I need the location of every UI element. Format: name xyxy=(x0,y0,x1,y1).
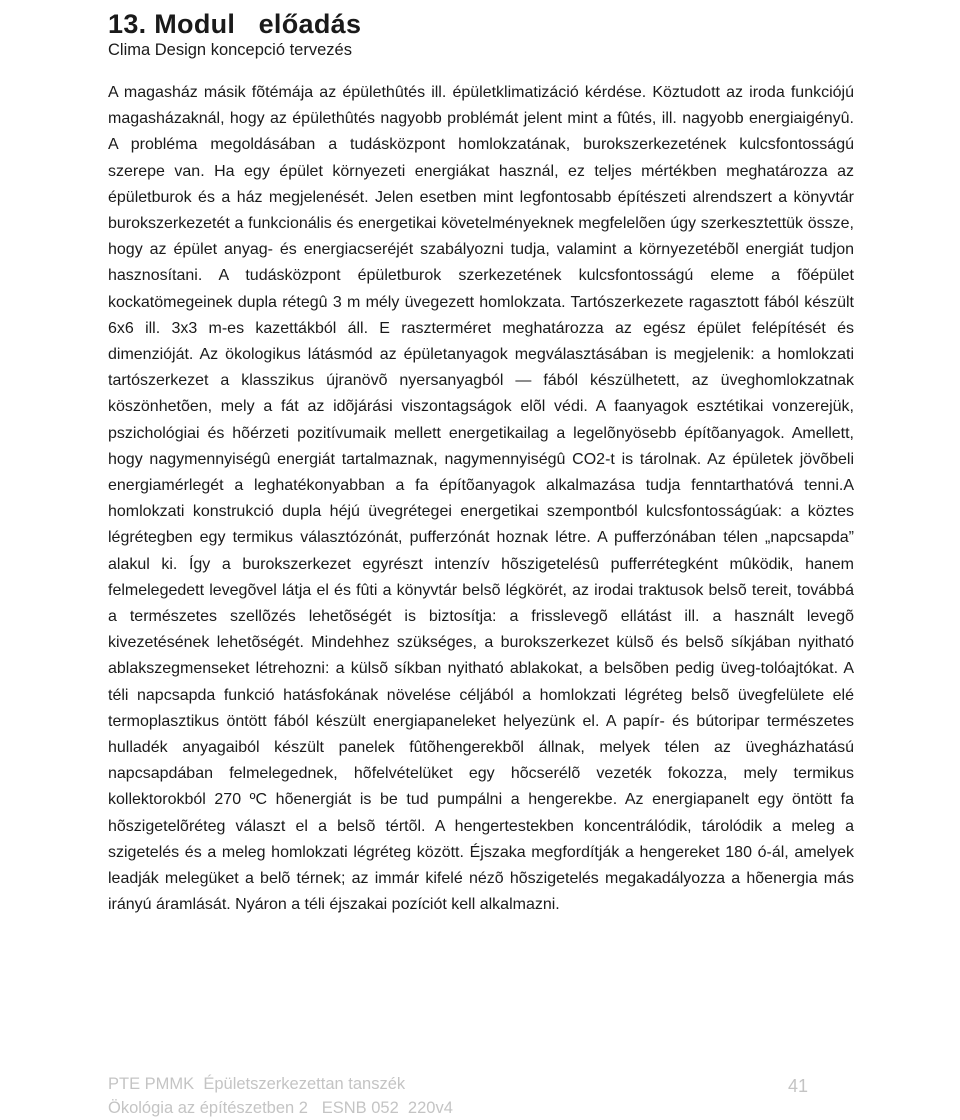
footer-course: Ökológia az építészetben 2 ESNB 052 220v4 xyxy=(108,1099,453,1117)
body-paragraph: A magasház másik fõtémája az épülethûtés ill. épületklimatizáció kérdése. Köztudott az iroda funkciójú magasházaknál, hogy az épülethûtés nagyobb problémát jelent mint a fûtés, ill. nagyobb energiaigényû. A probléma megoldásában a tudásközpont homlokzatának, burokszerkezetének kulcsfontosságú szerepe van. Ha egy épület környezeti energiákat használ, ez teljes mértékben meghatározza az épületburok és a ház megjelenését. Jelen esetben mint legfontosabb építészeti alrendszert a könyvtár burokszerkezetét a funkcionális és energetikai követelményeknek megfelelõen úgy szerkesztettük össze, hogy az épület anyag- és energiacseréjét szabályozni tudja, valamint a környezetébõl energiát tudjon hasznosítani. A tudásközpont épületburok szerkezetének kulcsfontosságú eleme a fõépület kockatömegeinek dupla rétegû 3 m mély üvegezett homlokzata. Tartószerkezete ragasztott fából készült 6x6 ill. 3x3 m-es kazettákból áll. E raszterméret meghatározza az egész épület felépítését és dimenzióját. Az ökologikus látásmód az épületanyagok megválasztásában is megjelenik: a homlokzati tartószerkezet a klasszikus újranövõ nyersanyagból — fából készülhetett, az üveghomlokzatnak köszönhetõen, mely a fát az idõjárási viszontagságok elõl védi. A faanyagok esztétikai vonzerejük, pszichológiai és hõérzeti pozitívumaik mellett energetikailag a legelõnyösebb építõanyagok. Amellett, hogy nagymennyiségû energiát tartalmaznak, nagymennyiségû CO2-t is tárolnak. Az épületek jövõbeli energiamérlegét a leghatékonyabban a fa építõanyagok alkalmazása tudja fenntarthatóvá tenni.A homlokzati konstrukció dupla héjú üvegrétegei energetikai szempontból kulcsfontosságúak: a köztes légrétegben egy termikus választózónát, pufferzónát hoznak létre. A pufferzónában télen „napcsapda” alakul ki. Így a burokszerkezet egyrészt intenzív hõszigetelésû pufferrétegként mûködik, hanem felmelegedett levegõvel látja el és fûti a könyvtár belsõ légkörét, az irodai traktusok belsõ tereit, továbbá a természetes szellõzés lehetõségét is biztosítja: a frisslevegõ ellátást ill. a használt levegõ kivezetésének lehetõségét. Mindehhez szükséges, a burokszerkezet külsõ és belsõ síkjában nyitható ablakszegmenseket létrehozni: a külsõ síkban nyitható ablakokat, a belsõben pedig üveg-tolóajtókat. A téli napcsapda funkció hatásfokának növelése céljából a homlokzati légréteg belsõ üvegfelülete elé termoplasztikus öntött fából készült energiapaneleket helyezünk el. A papír- és bútoripar természetes hulladék anyagaiból készült panelek fûtõhengerekbõl állnak, melyek télen az üvegházhatású napcsapdában felmelegednek, hõfelvételüket egy hõcserélõ vezeték fokozza, mely termikus kollektorokból 270 ºC hõenergiát is be tud pumpálni a hengerekbe. Az energiapanelt egy öntött fa hõszigetelõréteg választ el a belsõ tértõl. A hengertestekben koncentrálódik, tárolódik a meleg a szigetelés és a meleg homlokzati légréteg között. Éjszaka megfordítják a hengereket 180 ó-ál, amelyek leadják melegüket a belõ térnek; az immár kifelé nézõ hõszigetelés megakadályozza a hõenergia más irányú áramlását. Nyáron a téli éjszakai pozíciót kell alkalmazni. xyxy=(108,84,854,914)
footer-department: PTE PMMK Épületszerkezettan tanszék xyxy=(108,1075,406,1093)
page-title: 13. Modul előadás xyxy=(108,9,362,39)
page-header xyxy=(108,8,361,60)
page-subtitle: Clima Design koncepció tervezés xyxy=(108,41,352,59)
page-number: 41 xyxy=(788,1076,809,1096)
page-footer xyxy=(108,1072,453,1120)
